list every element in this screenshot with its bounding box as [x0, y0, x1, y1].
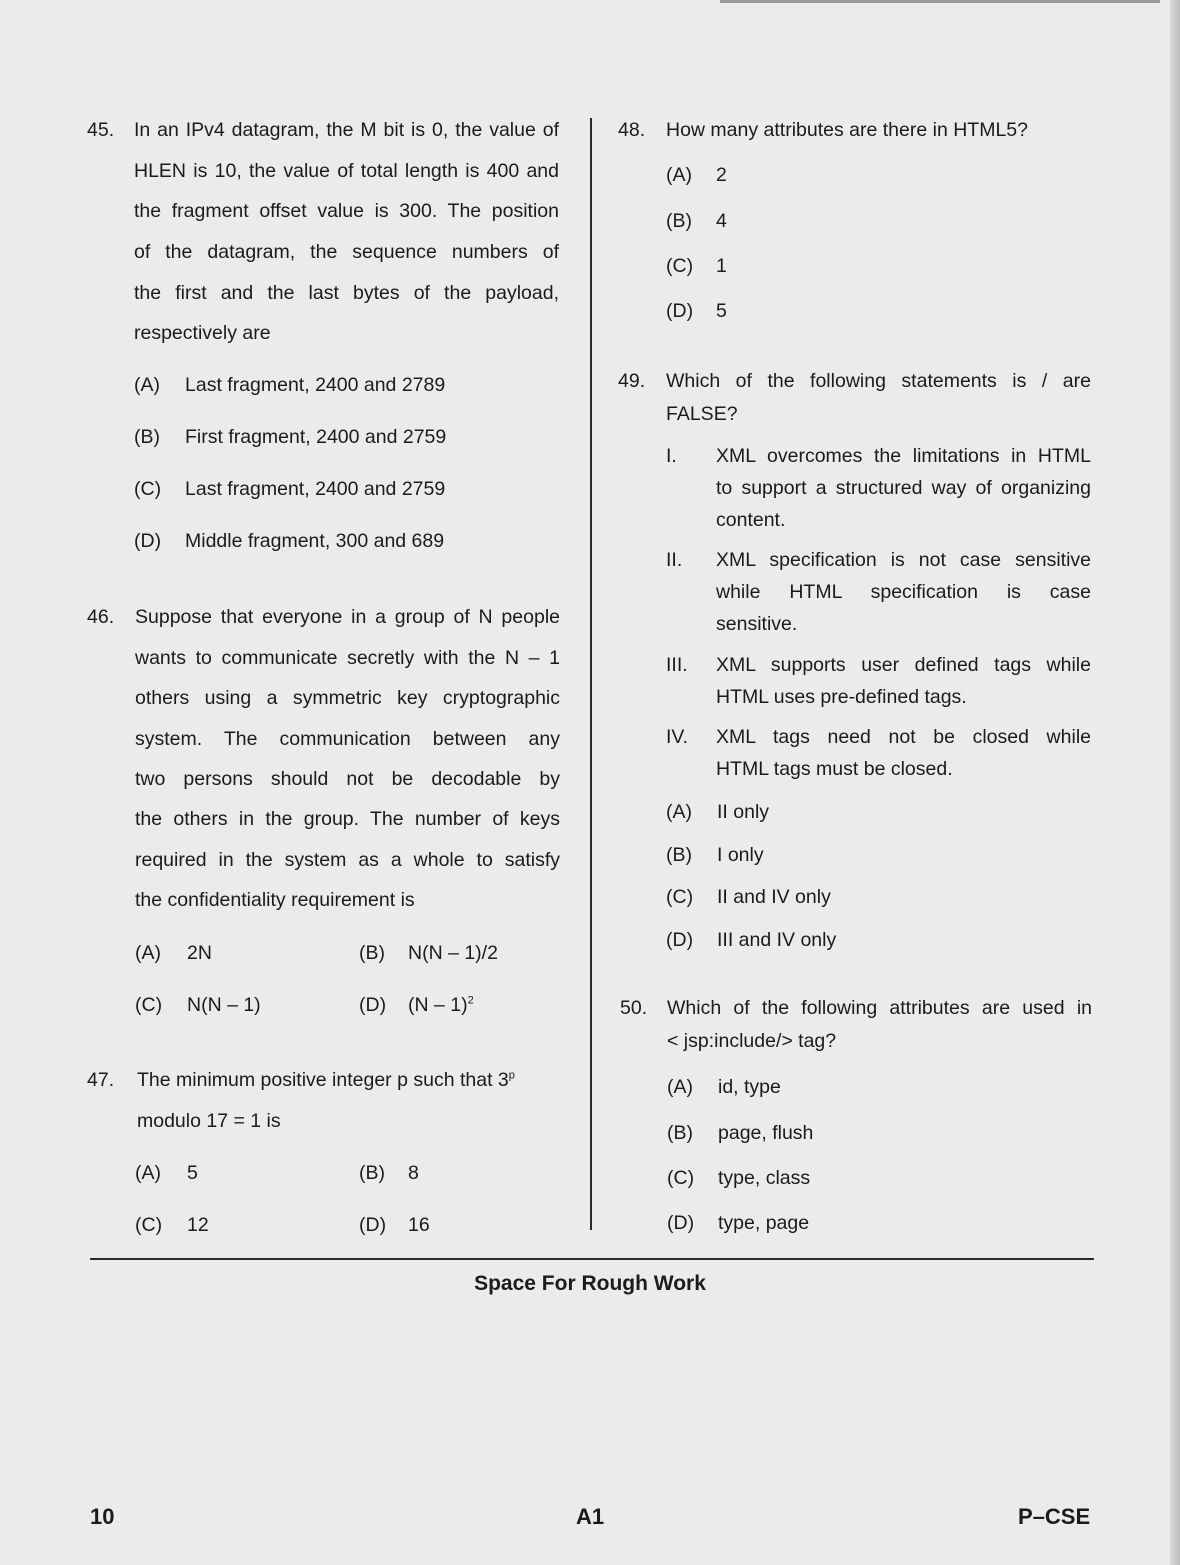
question-line: The minimum positive integer p such that 3$^p$ [137, 1069, 515, 1091]
statement-line: content. [716, 509, 786, 531]
question-line: required in the system as a whole to satisfy [135, 849, 560, 871]
question-number: 47. [87, 1069, 115, 1091]
scan-edge [1170, 0, 1180, 1565]
question-line: two persons should not be decodable by [135, 768, 560, 790]
question-line: the others in the group. The number of keys [135, 808, 560, 830]
question-number: 49. [618, 370, 646, 392]
option-label: (B) [359, 1162, 385, 1184]
question-line: system. The communication between any [135, 728, 560, 750]
option-text: 5 [716, 300, 727, 322]
option-text: 2N [187, 942, 212, 964]
option-text: N(N – 1) [187, 994, 261, 1016]
option-label: (C) [666, 255, 694, 277]
statement-line: sensitive. [716, 613, 798, 635]
option-text: 16 [408, 1214, 430, 1236]
option-text: 5 [187, 1162, 198, 1184]
option-label: (A) [135, 942, 161, 964]
option-text: Last fragment, 2400 and 2789 [185, 374, 446, 396]
option-label: (A) [666, 164, 692, 186]
statement-line: while HTML specification is case [716, 581, 1091, 603]
statement-line: XML overcomes the limitations in HTML [716, 445, 1091, 467]
option-label: (B) [666, 844, 692, 866]
option-text: First fragment, 2400 and 2759 [185, 426, 447, 448]
option-label: (D) [666, 929, 694, 951]
option-label: (A) [667, 1076, 693, 1098]
rough-work-heading: Space For Rough Work [474, 1272, 706, 1295]
question-line: wants to communicate secretly with the N – 1 [135, 647, 560, 669]
question-line: Which of the following attributes are used in [667, 997, 1092, 1019]
statement-line: HTML uses pre-defined tags. [716, 686, 967, 708]
question-line: others using a symmetric key cryptographic [135, 687, 560, 709]
option-text: II only [717, 801, 770, 823]
question-line: respectively are [134, 322, 271, 344]
question-number: 50. [620, 997, 648, 1019]
question-number: 45. [87, 119, 115, 141]
option-text: 1 [716, 255, 727, 277]
question-line: In an IPv4 datagram, the M bit is 0, the value of [134, 119, 559, 141]
option-label: (A) [134, 374, 160, 396]
option-label: (D) [134, 530, 162, 552]
option-text: type, page [718, 1212, 810, 1234]
question-number: 46. [87, 606, 115, 628]
question-line: of the datagram, the sequence numbers of [134, 241, 559, 263]
option-label: (C) [135, 1214, 163, 1236]
option-text: 4 [716, 210, 727, 232]
option-label: (B) [666, 210, 692, 232]
statement-numeral: I. [666, 445, 677, 467]
option-label: (A) [666, 801, 692, 823]
question-line: HLEN is 10, the value of total length is 400 and [134, 160, 559, 182]
top-edge-mark [720, 0, 1160, 3]
series-code: A1 [576, 1504, 605, 1529]
option-label: (C) [667, 1167, 695, 1189]
option-text: II and IV only [717, 886, 831, 908]
option-text: Middle fragment, 300 and 689 [185, 530, 445, 552]
option-text: III and IV only [717, 929, 837, 951]
question-line: FALSE? [666, 403, 738, 425]
option-text: 2 [716, 164, 727, 186]
superscript: p [508, 1069, 515, 1082]
question-line: the first and the last bytes of the payload, [134, 282, 559, 304]
question-line: < jsp:include/> tag? [667, 1030, 837, 1052]
statement-line: XML specification is not case sensitive [716, 549, 1091, 571]
statement-line: XML supports user defined tags while [716, 654, 1091, 676]
statement-numeral: II. [666, 549, 683, 571]
question-line: the confidentiality requirement is [135, 889, 415, 911]
statement-numeral: IV. [666, 726, 689, 748]
statement-numeral: III. [666, 654, 688, 676]
question-line: the fragment offset value is 300. The position [134, 200, 559, 222]
column-divider [590, 118, 592, 1230]
option-label: (B) [667, 1122, 693, 1144]
option-text: page, flush [718, 1122, 814, 1144]
option-label: (C) [666, 886, 694, 908]
option-text: I only [717, 844, 764, 866]
paper-code: P–CSE [1018, 1504, 1091, 1529]
option-label: (B) [359, 942, 385, 964]
option-text: 12 [187, 1214, 209, 1236]
option-label: (C) [134, 478, 162, 500]
page-number: 10 [90, 1504, 115, 1529]
option-text: type, class [718, 1167, 811, 1189]
superscript: 2 [467, 994, 474, 1007]
question-number: 48. [618, 119, 646, 141]
option-text: (N – 1)$^2$ [408, 994, 474, 1016]
rough-work-divider [90, 1258, 1094, 1260]
option-text: 8 [408, 1162, 419, 1184]
statement-line: to support a structured way of organizing [716, 477, 1091, 499]
option-label: (C) [135, 994, 163, 1016]
option-label: (A) [135, 1162, 161, 1184]
statement-line: XML tags need not be closed while [716, 726, 1091, 748]
question-line: modulo 17 = 1 is [137, 1110, 281, 1132]
option-label: (D) [359, 994, 387, 1016]
option-label: (D) [666, 300, 694, 322]
option-text: Last fragment, 2400 and 2759 [185, 478, 446, 500]
question-line: Suppose that everyone in a group of N people [135, 606, 560, 628]
option-label: (D) [359, 1214, 387, 1236]
option-label: (B) [134, 426, 160, 448]
question-line: Which of the following statements is / are [666, 370, 1091, 392]
option-text: id, type [718, 1076, 781, 1098]
option-text: N(N – 1)/2 [408, 942, 498, 964]
option-label: (D) [667, 1212, 695, 1234]
statement-line: HTML tags must be closed. [716, 758, 953, 780]
question-line: How many attributes are there in HTML5? [666, 119, 1028, 141]
